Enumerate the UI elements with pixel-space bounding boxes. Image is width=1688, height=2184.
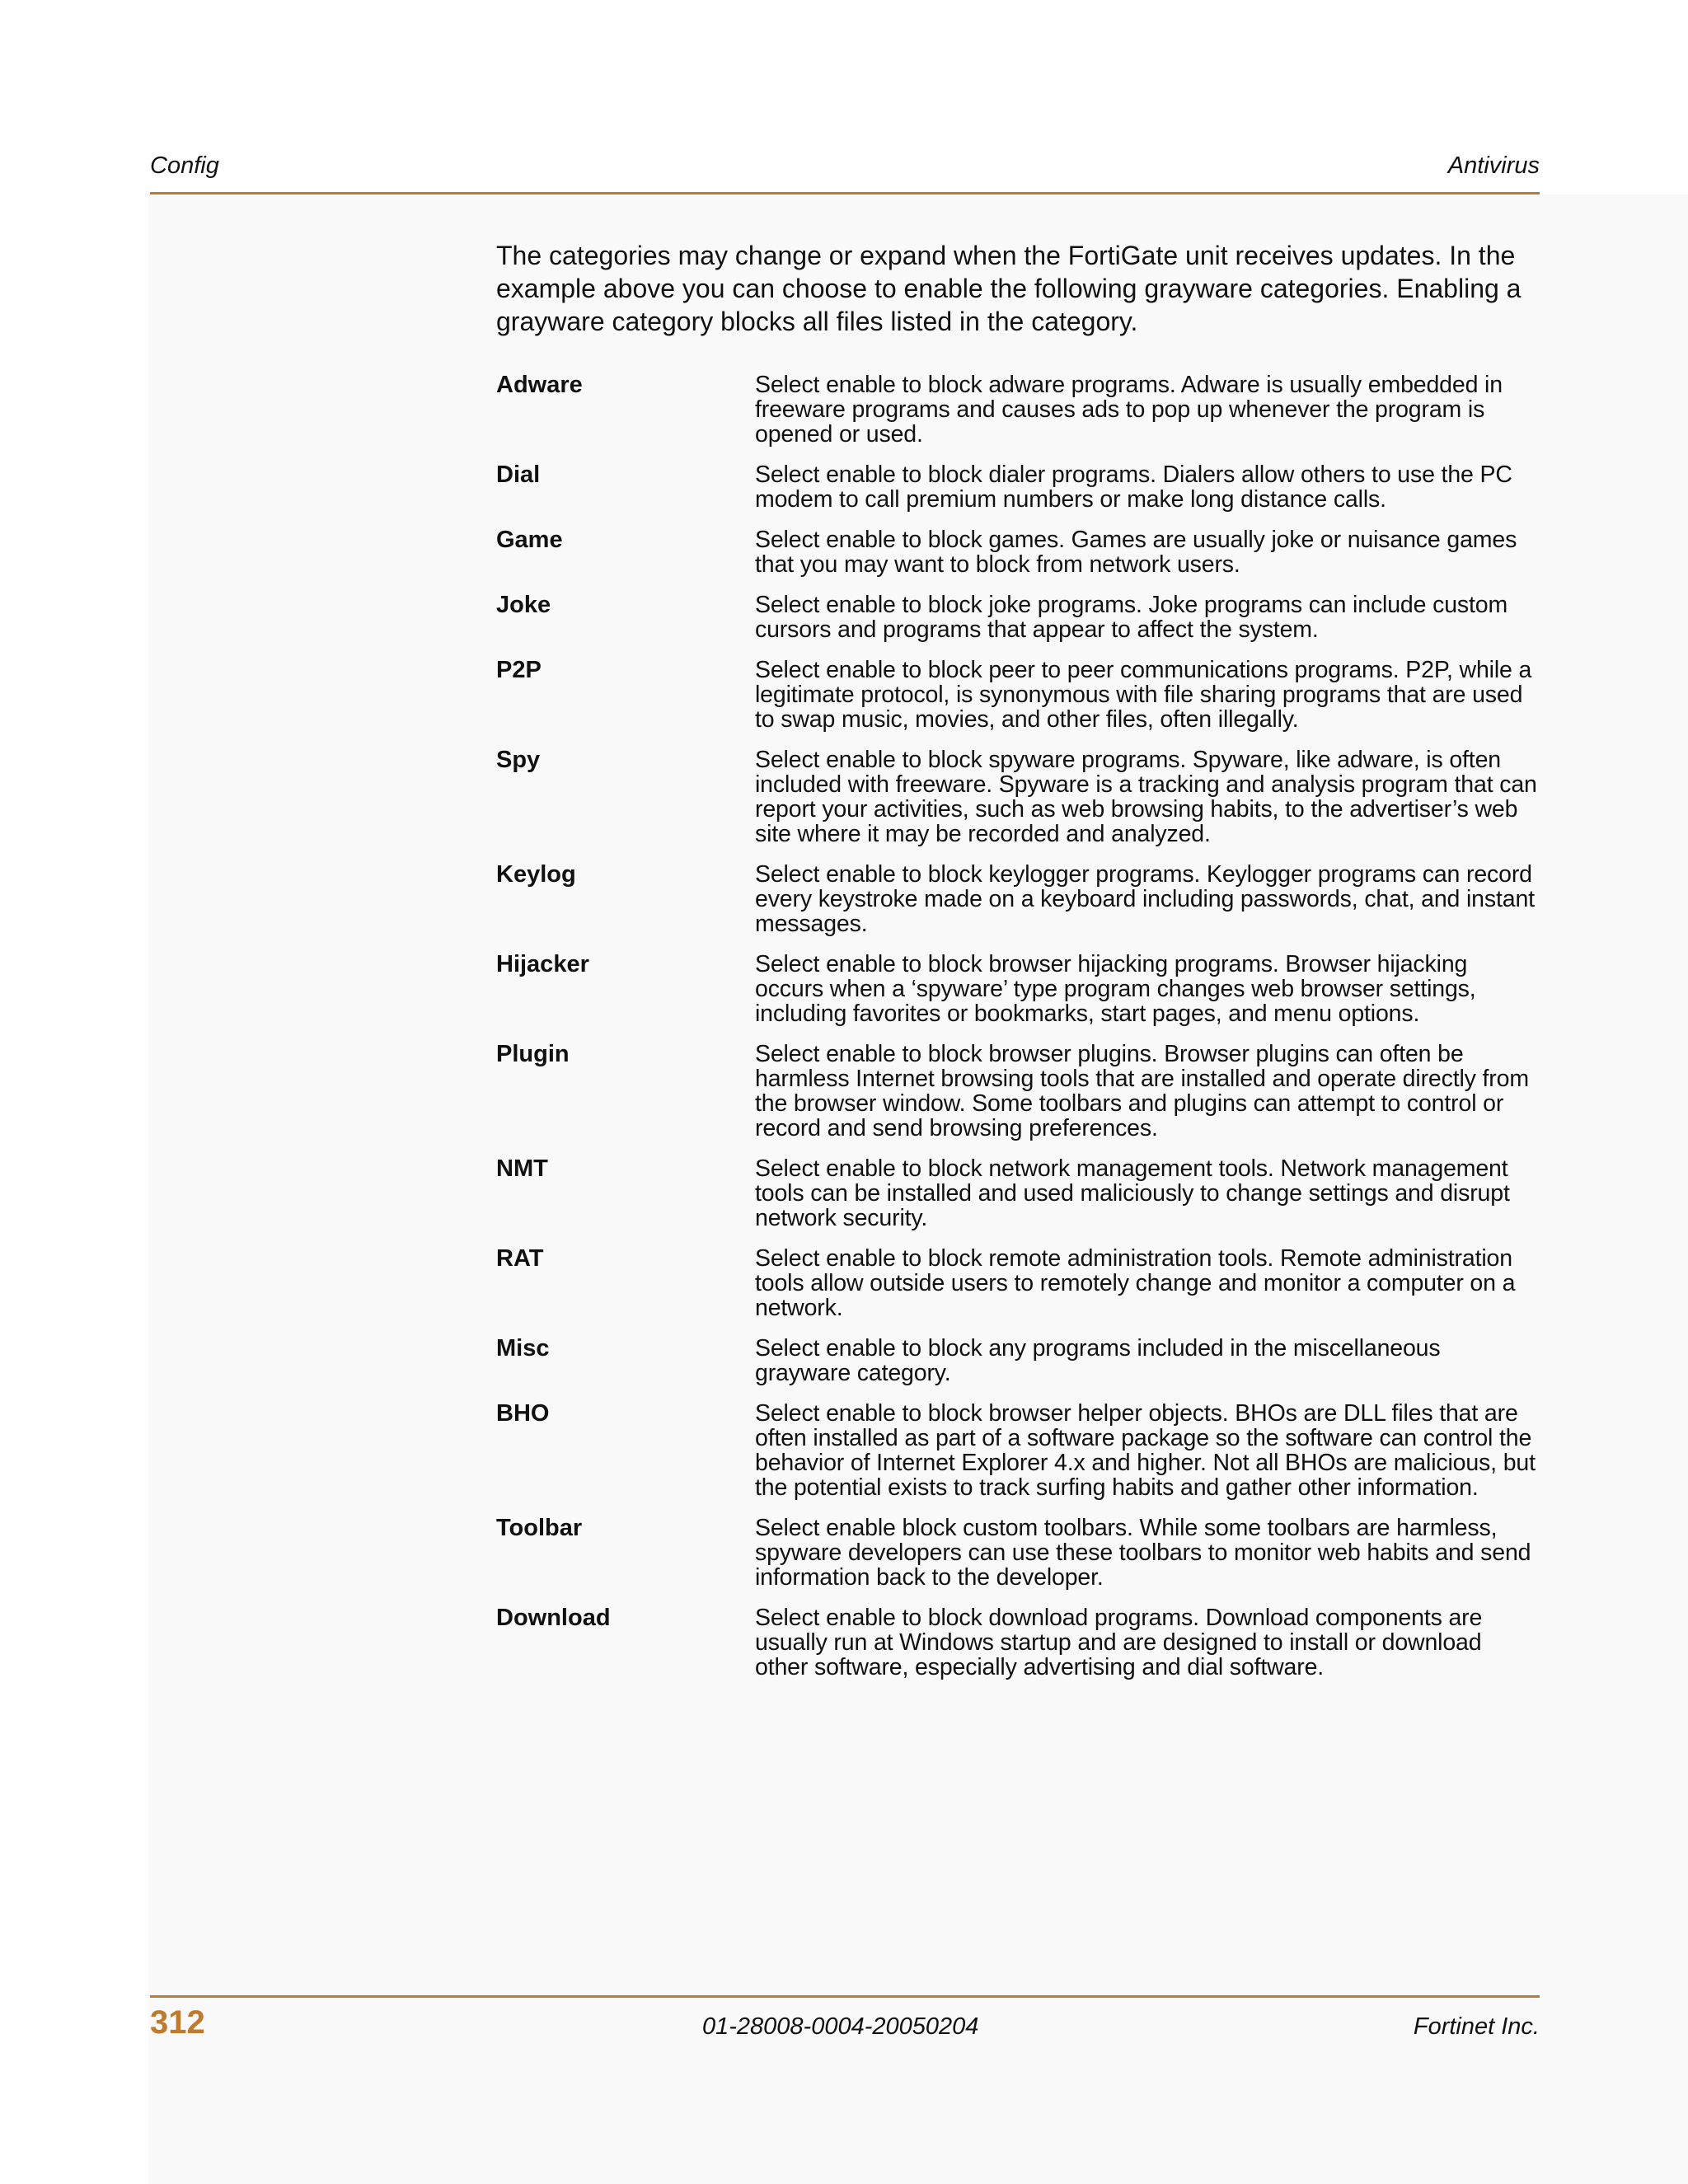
document-id: 01-28008-0004-20050204 [702,2013,979,2040]
category-term: Misc [496,1335,550,1361]
category-row [496,862,1540,936]
category-description: Select enable to block games. Games are usually joke or nuisance games that you may want to block from network users. [755,527,1517,578]
category-term: NMT [496,1155,548,1182]
category-term: Spy [496,747,541,773]
category-row [496,462,1540,512]
category-description: Select enable to block any programs included in the miscellaneous grayware category. [755,1335,1441,1386]
category-row [496,1516,1540,1590]
page-number: 312 [150,2004,205,2041]
category-term: Adware [496,372,583,398]
category-row [496,952,1540,1026]
category-row [496,748,1540,846]
category-row [496,1401,1540,1500]
category-row [496,527,1540,577]
category-term: Dial [496,462,541,488]
category-row [496,1042,1540,1141]
header-rule [150,192,1540,194]
category-row [496,1156,1540,1230]
category-term: Joke [496,592,551,618]
category-description: Select enable to block browser plugins. Browser plugins can often be harmless Internet browsing tools that are installed and operate directly from the browser window. Some toolbars and plugins can attempt to control or record and send browsing preferences. [755,1041,1529,1141]
category-description: Select enable to block browser hijacking programs. Browser hijacking occurs when a ‘spyware’ type program changes web browser settings, including favorites or bookmarks, start pages, and menu options. [755,951,1476,1027]
header-section-name: Config [150,152,219,179]
category-term: RAT [496,1245,544,1272]
category-row [496,593,1540,642]
category-row [496,658,1540,732]
header-chapter-name: Antivirus [1447,152,1540,179]
category-row [496,1336,1540,1385]
category-term: Hijacker [496,951,589,977]
category-term: Plugin [496,1041,570,1067]
category-description: Select enable to block spyware programs. Spyware, like adware, is often included with freeware. Spyware is a tracking and analysis program that can report your activities, such as web browsing habits, to the advertiser’s web site where it may be recorded and analyzed. [755,747,1537,847]
category-row [496,1605,1540,1680]
category-description: Select enable to block joke programs. Joke programs can include custom cursors and programs that appear to affect the system. [755,592,1508,643]
category-term: Keylog [496,861,576,888]
category-description: Select enable block custom toolbars. While some toolbars are harmless, spyware developers can use these toolbars to monitor web habits and send information back to the developer. [755,1515,1531,1591]
category-term: Toolbar [496,1515,583,1541]
category-description: Select enable to block dialer programs. Dialers allow others to use the PC modem to call premium numbers or make long distance calls. [755,462,1512,513]
category-row [496,1246,1540,1320]
category-term: Game [496,527,563,553]
intro-paragraph: The categories may change or expand when the FortiGate unit receives updates. In the example above you can choose to enable the following grayware categories. Enabling a grayware category blocks all files listed in the category. [496,241,1522,336]
category-term: Download [496,1605,611,1631]
category-description: Select enable to block browser helper objects. BHOs are DLL files that are often installed as part of a software package so the software can control the behavior of Internet Explorer 4.x and higher. Not all BHOs are malicious, but the potential exists to track surfing habits and gather other information. [755,1400,1536,1501]
category-description: Select enable to block network management tools. Network management tools can be installed and used maliciously to change settings and disrupt network security. [755,1155,1510,1231]
category-description: Select enable to block download programs. Download components are usually run at Windows startup and are designed to install or download other software, especially advertising and dial software. [755,1605,1483,1680]
footer-rule [150,1995,1540,1998]
category-description: Select enable to block remote administration tools. Remote administration tools allow outside users to remotely change and monitor a computer on a network. [755,1245,1516,1321]
category-row [496,373,1540,447]
category-term: BHO [496,1400,550,1427]
category-description: Select enable to block adware programs. Adware is usually embedded in freeware programs and causes ads to pop up whenever the program is opened or used. [755,372,1503,448]
category-description: Select enable to block peer to peer communications programs. P2P, while a legitimate protocol, is synonymous with file sharing programs that are used to swap music, movies, and other files, often illegally. [755,657,1532,733]
category-term: P2P [496,657,542,683]
grayware-category-list [496,373,1540,1695]
category-description: Select enable to block keylogger programs. Keylogger programs can record every keystroke made on a keyboard including passwords, chat, and instant messages. [755,861,1535,937]
company-name: Fortinet Inc. [1413,2013,1540,2040]
